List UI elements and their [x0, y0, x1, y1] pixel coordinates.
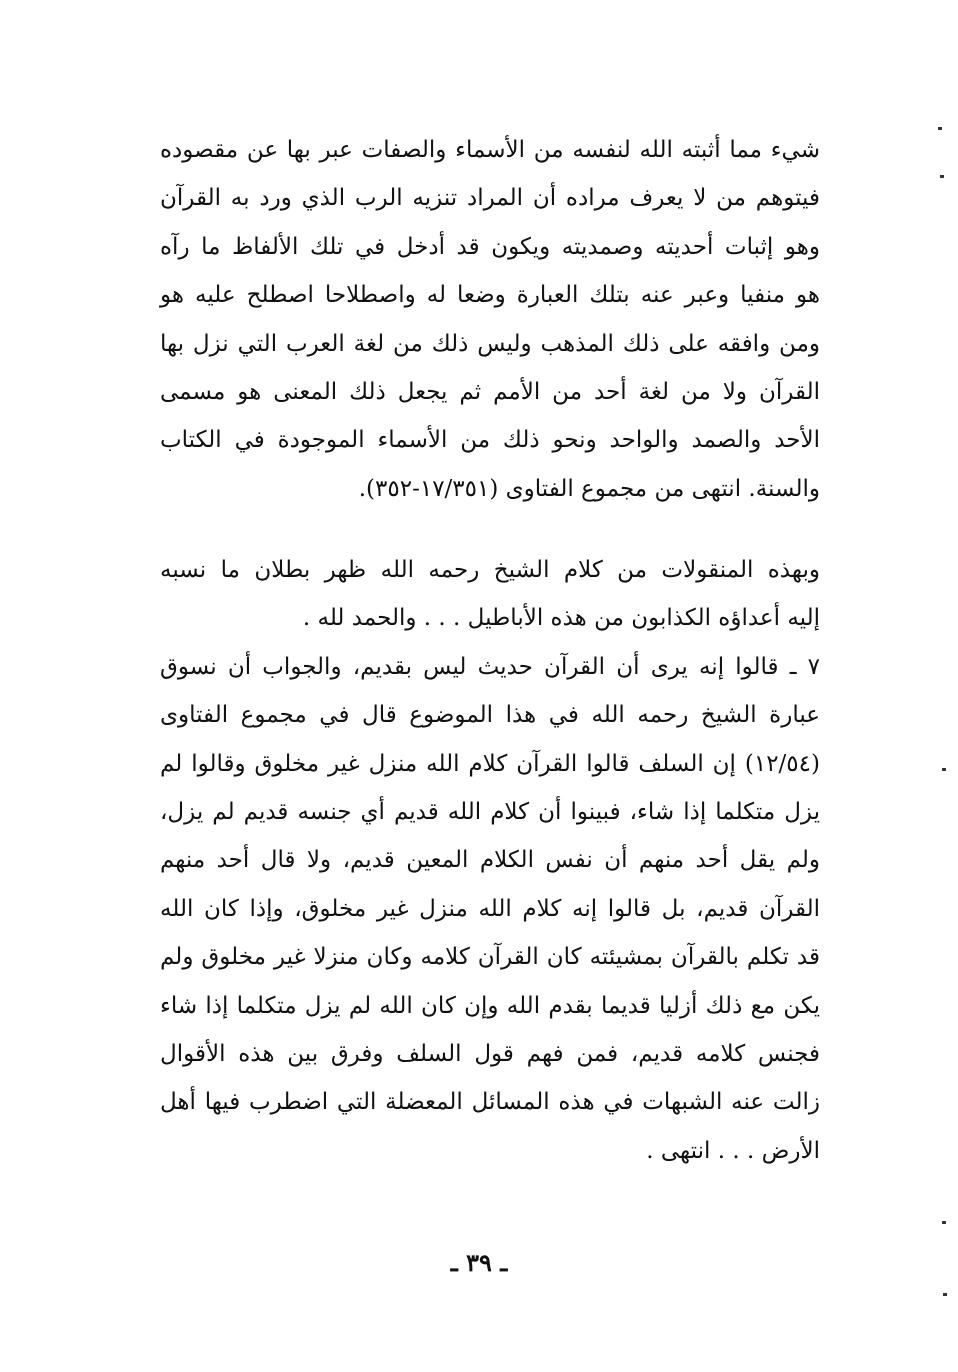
text-line: وهو إثبات أحديته وصمديته ويكون قد أدخل في تلك الألفاظ ما رآه: [160, 233, 820, 260]
scan-speck: [940, 175, 944, 178]
scan-speck: [942, 768, 946, 771]
text-line: والسنة. انتهى من مجموع الفتاوى (١٧/٣٥١-٣٥٢).: [358, 475, 820, 502]
text-line: يكن مع ذلك أزليا قديما بقدم الله وإن كان الله لم يزل متكلما إذا شاء: [160, 992, 820, 1019]
text-line: هو منفيا وعبر عنه بتلك العبارة وضعا له واصطلاحا اصطلح عليه هو: [160, 282, 820, 309]
scan-speck: [943, 1293, 947, 1296]
text-line: ومن وافقه على ذلك المذهب وليس ذلك من لغة العرب التي نزل بها: [160, 330, 820, 357]
text-line: الأحد والصمد والواحد ونحو ذلك من الأسماء الموجودة في الكتاب: [160, 427, 820, 454]
text-line: قد تكلم بالقرآن بمشيئته كان القرآن كلامه وكان منزلا غير مخلوق ولم: [160, 944, 820, 971]
text-line: القرآن ولا من لغة أحد من الأمم ثم يجعل ذلك المعنى هو مسمى: [160, 379, 820, 406]
text-line: وبهذه المنقولات من كلام الشيخ رحمه الله ظهر بطلان ما نسبه: [160, 557, 820, 583]
text-line: إليه أعداؤه الكذابون من هذه الأباطيل . . . والحمد لله .: [302, 605, 820, 632]
text-line: عبارة الشيخ رحمه الله في هذا الموضوع قال في مجموع الفتاوى: [160, 702, 820, 729]
text-line: شيء مما أثبته الله لنفسه من الأسماء والصفات عبر بها عن مقصوده: [160, 137, 820, 163]
page-number: ـ ٣٩ ـ: [450, 1248, 508, 1277]
paragraph-quote-continuation: [160, 126, 820, 513]
text-line: يزل متكلما إذا شاء، فبينوا أن كلام الله قديم أي جنسه قديم لم يزل،: [160, 799, 820, 826]
text-line: الأرض . . . انتهى .: [646, 1137, 820, 1164]
text-line: القرآن قديم، بل قالوا إنه كلام الله منزل غير مخلوق، وإذا كان الله: [160, 895, 820, 922]
text-line: ٧ ـ قالوا إنه يرى أن القرآن حديث ليس بقديم، والجواب أن نسوق: [160, 653, 820, 680]
text-line: ولم يقل أحد منهم أن نفس الكلام المعين قديم، ولا قال أحد منهم: [160, 847, 820, 874]
scan-speck: [942, 1221, 946, 1224]
text-line: فيتوهم من لا يعرف مراده أن المراد تنزيه الرب الذي ورد به القرآن: [160, 185, 820, 212]
text-line: فجنس كلامه قديم، فمن فهم قول السلف وفرق بين هذه الأقوال: [160, 1041, 820, 1068]
paragraph-main: [160, 546, 820, 1175]
text-line: (١٢/٥٤) إن السلف قالوا القرآن كلام الله منزل غير مخلوق وقالوا لم: [160, 750, 820, 777]
text-line: زالت عنه الشبهات في هذه المسائل المعضلة التي اضطرب فيها أهل: [160, 1089, 820, 1116]
scan-speck: [938, 127, 942, 130]
